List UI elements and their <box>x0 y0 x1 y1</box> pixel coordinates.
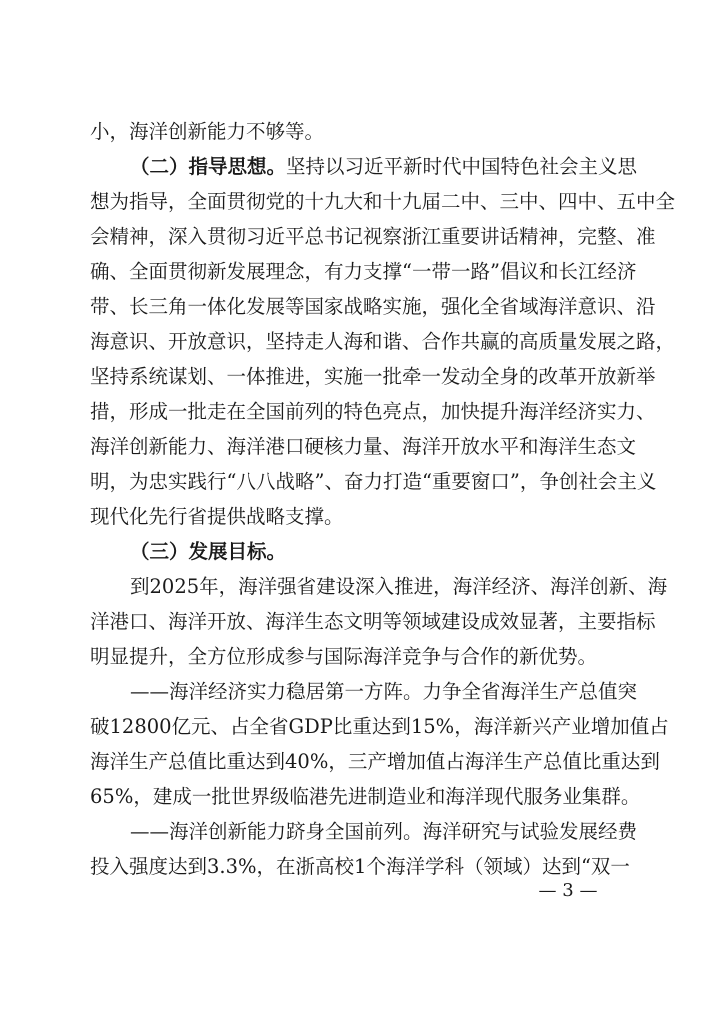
text-line-15: 洋港口、海洋开放、海洋生态文明等领域建设成效显著，主要指标 <box>90 610 656 633</box>
text-line-8: 坚持系统谋划、一体推进，实施一批牵一发动全身的改革开放新举 <box>90 365 656 388</box>
text-line-17: ——海洋经济实力稳居第一方阵。力争全省海洋生产总值突 <box>130 680 638 703</box>
page-number: — 3 — <box>538 880 598 901</box>
text-line-6: 带、长三角一体化发展等国家战略实施，强化全省域海洋意识、沿 <box>90 295 656 318</box>
text-line-10: 海洋创新能力、海洋港口硬核力量、海洋开放水平和海洋生态文 <box>90 435 637 458</box>
text-segment-guiding-ideology: 坚持以习近平新时代中国特色社会主义思 <box>286 155 638 178</box>
text-line-9: 措，形成一批走在全国前列的特色亮点，加快提升海洋经济实力、 <box>90 400 656 423</box>
text-line-20: 65%，建成一批世界级临港先进制造业和海洋现代服务业集群。 <box>90 785 641 808</box>
text-line-11: 明，为忠实践行“八八战略”、奋力打造“重要窗口”，争创社会主义 <box>90 470 657 493</box>
text-line-19: 海洋生产总值比重达到40%，三产增加值占海洋生产总值比重达到 <box>90 750 660 773</box>
text-line-22: 投入强度达到3.3%，在浙高校1个海洋学科（领域）达到“双一 <box>90 855 630 878</box>
section-heading-development-goals: （三）发展目标。 <box>130 540 287 563</box>
text-line-14: 到2025年，海洋强省建设深入推进，海洋经济、海洋创新、海 <box>130 575 668 598</box>
text-line-7: 海意识、开放意识，坚持走人海和谐、合作共赢的高质量发展之路， <box>90 330 676 353</box>
text-line-1: 小，海洋创新能力不够等。 <box>90 120 325 143</box>
text-line-3: 想为指导，全面贯彻党的十九大和十九届二中、三中、四中、五中全 <box>90 190 676 213</box>
text-line-5: 确、全面贯彻新发展理念，有力支撑“一带一路”倡议和长江经济 <box>90 260 637 283</box>
section-heading-guiding-ideology: （二）指导思想。 <box>130 155 287 178</box>
text-line-12: 现代化先行省提供战略支撑。 <box>90 505 344 528</box>
text-line-16: 明显提升，全方位形成参与国际海洋竞争与合作的新优势。 <box>90 645 598 668</box>
text-line-2 <box>90 155 638 179</box>
text-line-21: ——海洋创新能力跻身全国前列。海洋研究与试验发展经费 <box>130 820 638 843</box>
document-page <box>90 0 676 1024</box>
text-line-18: 破12800亿元、占全省GDP比重达到15%，海洋新兴产业增加值占 <box>90 715 669 738</box>
text-line-4: 会精神，深入贯彻习近平总书记视察浙江重要讲话精神，完整、准 <box>90 225 656 248</box>
